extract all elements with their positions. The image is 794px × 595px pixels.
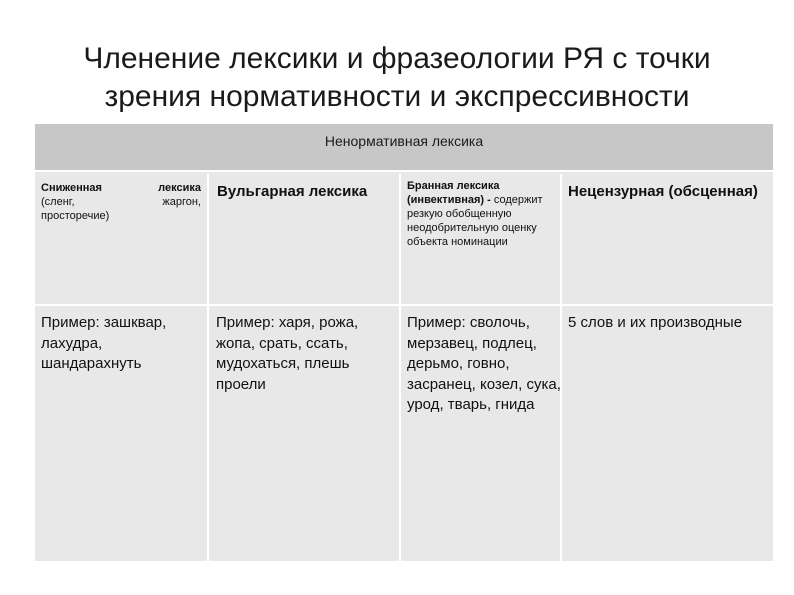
lexicon-table: [35, 124, 773, 561]
abusive-lexicon-title: Бранная лексика (инвективная) -: [407, 180, 500, 206]
cell-reduced-examples: Пример: зашквар, лахудра, шандарахнуть: [41, 314, 167, 372]
table-header: [35, 124, 773, 172]
cell-abusive-examples: Пример: сволочь, мерзавец, подлец, дерьмо, говно, засранец, козел, сука, урод, тварь, гнида: [407, 314, 561, 413]
table-header-label: Ненормативная лексика: [324, 133, 484, 149]
slide-title-line-2: зрения нормативности и экспрессивности: [104, 80, 690, 113]
reduced-lexicon-word2: лексика: [158, 182, 201, 194]
cell-obscene-lexicon: Нецензурная (обсценная): [568, 183, 758, 200]
cell-vulgar-examples: Пример: харя, рожа, жопа, срать, ссать, мудохаться, плешь проели: [216, 314, 359, 393]
column-divider: [207, 174, 209, 561]
slide-title-line-1: Членение лексики и фразеологии РЯ с точки: [83, 42, 711, 75]
slide-title: [30, 40, 764, 116]
abusive-lexicon-description: содержит резкую обобщенную неодобрительную оценку объекта номинации: [407, 194, 543, 248]
cell-reduced-lexicon: [41, 181, 201, 223]
cell-obscene-examples: 5 слов и их производные: [568, 314, 743, 331]
row-divider: [35, 304, 773, 306]
column-divider: [399, 174, 401, 561]
cell-vulgar-lexicon: Вульгарная лексика: [217, 183, 368, 200]
cell-abusive-lexicon: [407, 179, 557, 249]
reduced-lexicon-jargon: жаргон,: [162, 196, 201, 208]
reduced-lexicon-word1: Сниженная: [41, 182, 102, 194]
reduced-lexicon-slang: (сленг,: [41, 196, 75, 208]
reduced-lexicon-vernacular: просторечие): [41, 210, 110, 222]
